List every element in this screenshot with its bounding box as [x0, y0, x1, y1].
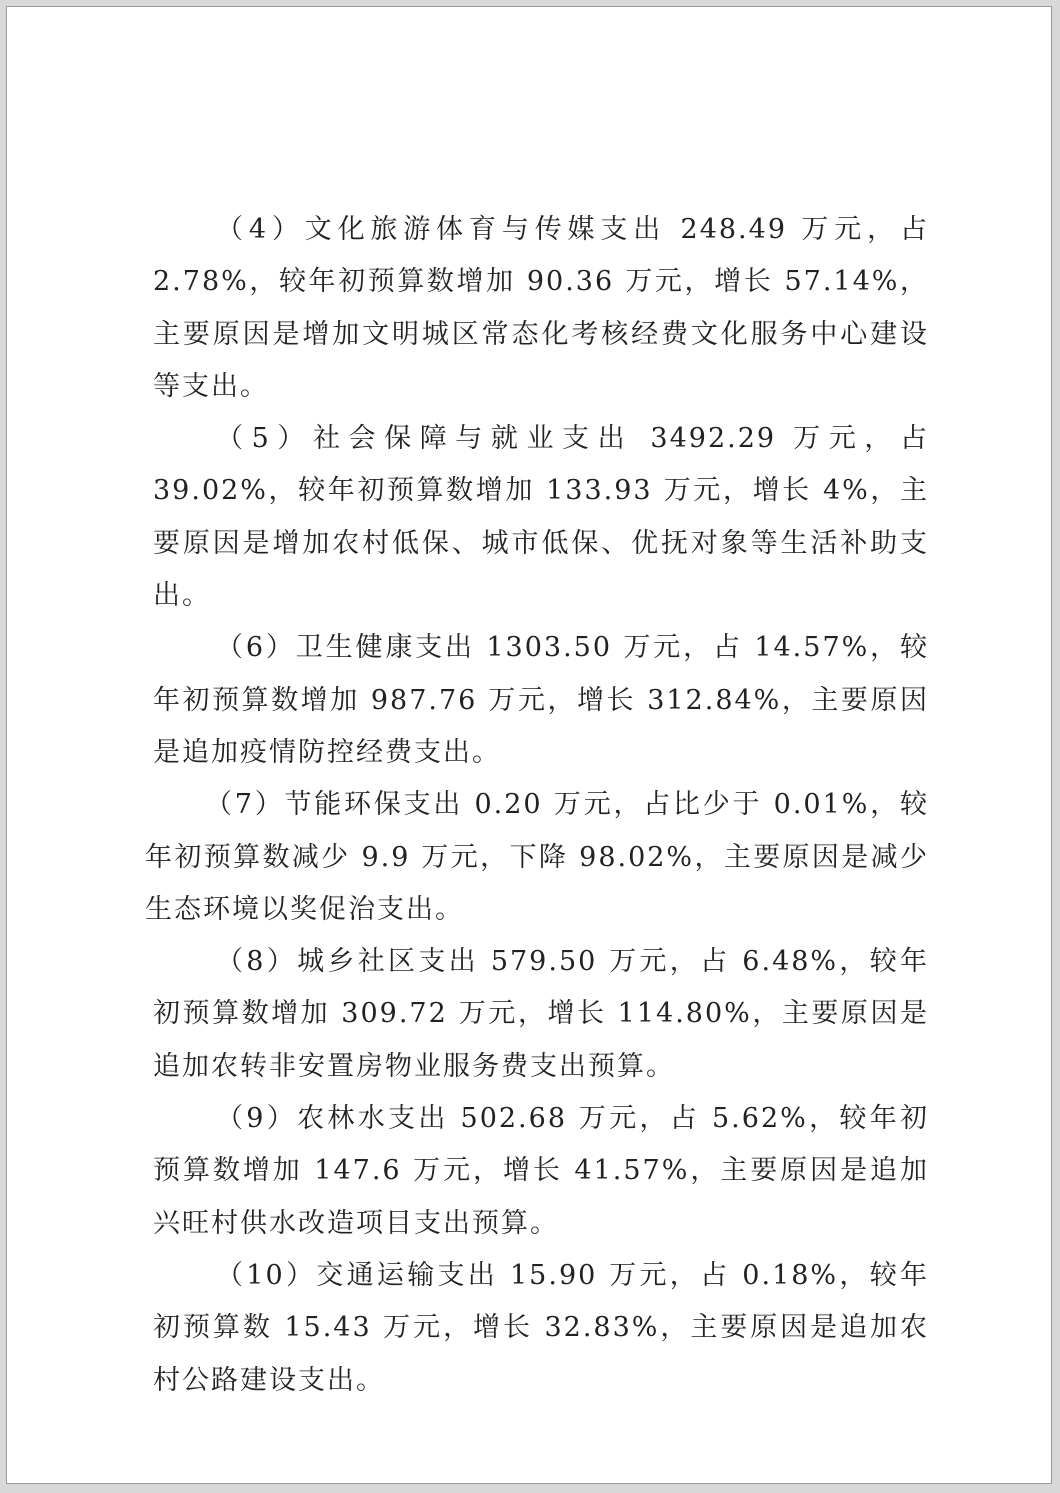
paragraph-agriculture: （9）农林水支出 502.68 万元，占 5.62%，较年初预算数增加 147.6 万元，增长 41.57%，主要原因是追加兴旺村供水改造项目支出预算。: [153, 1103, 929, 1239]
paragraph-transport: （10）交通运输支出 15.90 万元，占 0.18%，较年初预算数 15.43 万元，增长 32.83%，主要原因是追加农村公路建设支出。: [153, 1259, 929, 1396]
paragraph-culture-tourism: （4）文化旅游体育与传媒支出 248.49 万元，占 2.78%，较年初预算数增加 90.36 万元，增长 57.14%，主要原因是增加文明城区常态化考核经费文化服务中心建设等支出。: [153, 214, 929, 402]
paragraph-urban-rural: （8）城乡社区支出 579.50 万元，占 6.48%，较年初预算数增加 309.72 万元，增长 114.80%，主要原因是追加农转非安置房物业服务费支出预算。: [153, 946, 929, 1082]
paragraph-environment: （7）节能环保支出 0.20 万元，占比少于 0.01%，较年初预算数减少 9.9 万元，下降 98.02%，主要原因是减少生态环境以奖促治支出。: [145, 789, 929, 925]
paragraph-social-security: （5）社会保障与就业支出 3492.29 万元，占 39.02%，较年初预算数增加 133.93 万元，增长 4%，主要原因是增加农村低保、城市低保、优抚对象等生活补助支出。: [153, 423, 929, 612]
document-page: [6, 6, 1052, 1484]
paragraph-health: （6）卫生健康支出 1303.50 万元，占 14.57%，较年初预算数增加 987.76 万元，增长 312.84%，主要原因是追加疫情防控经费支出。: [153, 632, 929, 768]
document-body: [145, 204, 929, 1407]
